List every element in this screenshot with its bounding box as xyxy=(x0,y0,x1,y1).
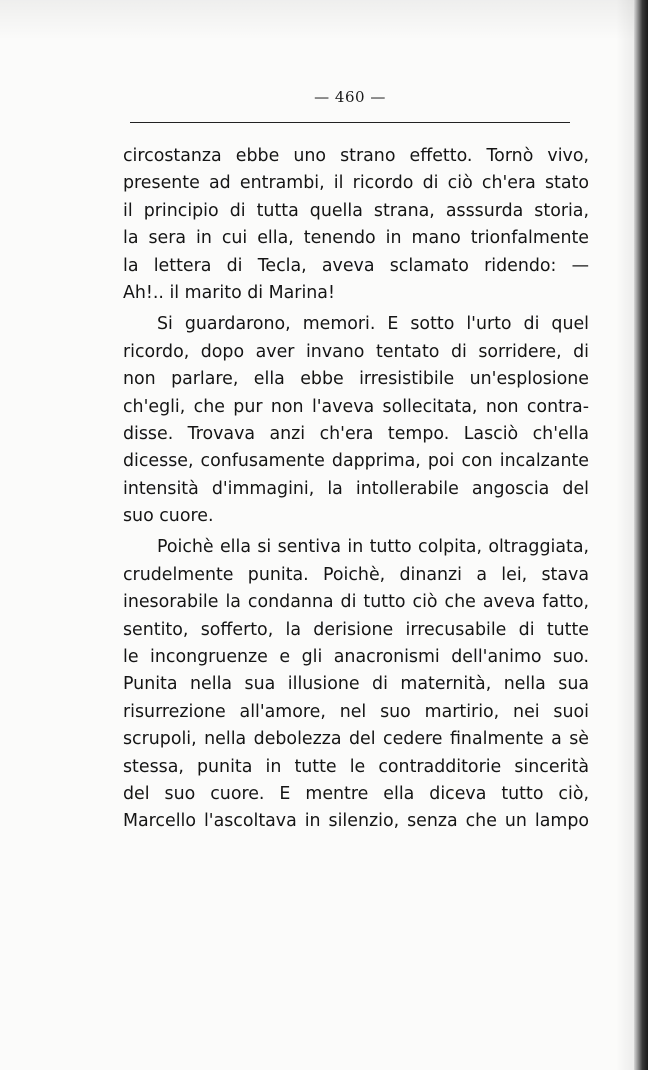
text-line: Punita nella sua illusione di maternità, nella sua xyxy=(123,674,589,695)
text-line: la lettera di Tecla, aveva sclamato ridendo: — xyxy=(123,255,589,276)
text-line: sentito, sofferto, la derisione irrecusabile di tutte xyxy=(123,619,589,640)
text-line: scrupoli, nella debolezza del cedere finalmente a sè xyxy=(123,729,589,750)
book-spine xyxy=(634,0,648,1070)
text-line: crudelmente punita. Poichè, dinanzi a lei, stava xyxy=(123,564,589,585)
text-line: risurrezione all'amore, nel suo martirio, nei suoi xyxy=(123,701,589,722)
text-line: il principio di tutta quella strana, asssurda storia, xyxy=(123,200,589,221)
text-line: Si guardarono, memori. E sotto l'urto di quel xyxy=(157,314,589,335)
text-line: le incongruenze e gli anacronismi dell'animo suo. xyxy=(123,647,589,668)
text-line: Poichè ella si sentiva in tutto colpita, oltraggiata, xyxy=(157,537,589,558)
page-number: — 460 — xyxy=(314,88,386,106)
header-rule xyxy=(130,122,570,123)
text-line: ch'egli, che pur non l'aveva sollecitata, non contra- xyxy=(123,396,589,417)
scan-shadow xyxy=(0,0,634,40)
text-line: la sera in cui ella, tenendo in mano trionfalmente xyxy=(123,228,589,249)
text-line: circostanza ebbe uno strano effetto. Tornò vivo, xyxy=(123,146,589,166)
text-line: non parlare, ella ebbe irresistibile un'esplosione xyxy=(123,369,589,390)
body-text xyxy=(123,143,589,836)
text-line: ricordo, dopo aver invano tentato di sorridere, di xyxy=(123,341,589,362)
text-line: stessa, punita in tutte le contradditorie sincerità xyxy=(123,756,589,777)
text-line: del suo cuore. E mentre ella diceva tutto ciò, xyxy=(123,783,589,804)
text-line: suo cuore. xyxy=(123,506,214,527)
text-line: disse. Trovava anzi ch'era tempo. Lasciò ch'ella xyxy=(123,423,589,444)
text-line: inesorabile la condanna di tutto ciò che aveva fatto, xyxy=(123,592,589,613)
text-line: dicesse, confusamente dapprima, poi con incalzante xyxy=(123,451,589,472)
spine-shadow xyxy=(616,0,634,1070)
text-line: presente ad entrambi, il ricordo di ciò ch'era stato xyxy=(123,173,589,194)
text-line: Ah!.. il marito di Marina! xyxy=(123,282,335,303)
text-line: intensità d'immagini, la intollerabile angoscia del xyxy=(123,478,589,499)
text-line: Marcello l'ascoltava in silenzio, senza che un lampo xyxy=(123,811,589,832)
